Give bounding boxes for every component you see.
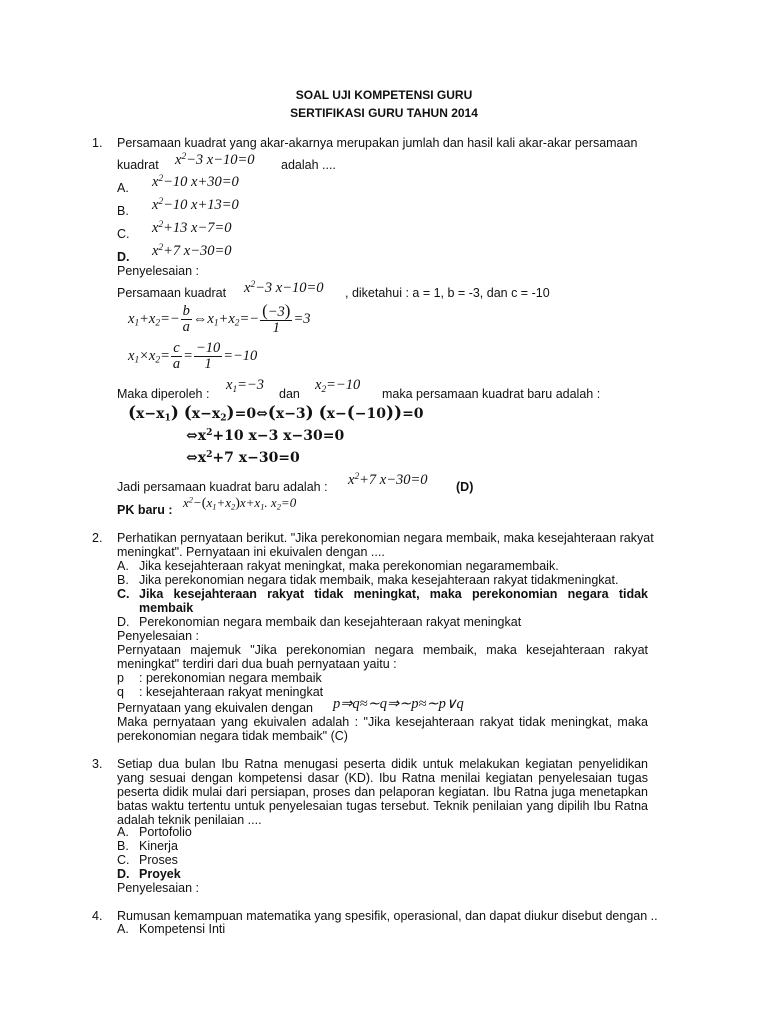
solution-1-text-prefix: Persamaan kuadrat [117, 286, 227, 300]
question-1-number: 1. [92, 136, 103, 150]
question-1-text-prefix: kuadrat [117, 158, 159, 172]
proposition-p-text: : perekonomian negara membaik [139, 671, 322, 685]
solution-3-heading: Penyelesaian : [117, 881, 200, 895]
solution-2-ekuivalen-text: Pernyataan yang ekuivalen dengan [117, 701, 313, 715]
question-1-text-suffix: adalah .... [281, 158, 336, 172]
new-root-1: $x_1=-3$ [226, 377, 264, 395]
derivation-line-2: $\Leftrightarrow x^2+10$ x−3 x−30=0 [186, 427, 345, 444]
option-2a-text: Jika kesejahteraan rakyat meningkat, maka perekonomian negaramembaik. [139, 559, 559, 573]
pk-baru-label: PK baru : [117, 503, 173, 517]
answer-1: (D) [456, 480, 474, 494]
document-title: SOAL UJI KOMPETENSI GURU [295, 88, 473, 102]
option-3a-text: Portofolio [139, 825, 192, 839]
derivation-line-1: $(x-x_1)$ $(x-x_2)=0\Leftrightarrow(x-3)$ (x−(−10))=0 [128, 403, 424, 424]
option-2b-label: B. [117, 573, 129, 587]
proposition-q-text: : kesejahteraan rakyat meningkat [139, 685, 324, 699]
option-1d-label: D. [117, 250, 130, 264]
solution-1-jadi-text: Jadi persamaan kuadrat baru adalah : [117, 480, 328, 494]
solution-1-dan-text: dan [279, 387, 300, 401]
option-1d-equation: $x^2+7$ x−30=0 [152, 242, 232, 259]
question-1-text: Persamaan kuadrat yang akar-akarnya merupakan jumlah dan hasil kali akar-akar persamaan [117, 136, 638, 150]
solution-2-conclusion: Maka pernyataan yang ekuivalen adalah : "Jika kesejahteraan rakyat tidak meningkat, maka perekonomian negara tidak membaik" (C) [117, 715, 648, 743]
option-4a-label: A. [117, 922, 129, 936]
sum-of-roots-formula: $x_1+x_2=-$ $\frac{b}{a}$ $\Leftrightarrow x_1+x_2=-$ $\frac{(-3)}{1}$ =3 [128, 301, 311, 336]
equation-given: $x^2-3$ x−10=0 [175, 151, 255, 168]
option-2d-label: D. [117, 615, 130, 629]
option-2c-label: C. [117, 587, 130, 601]
solution-1-heading: Penyelesaian : [117, 264, 200, 278]
option-3d-text: Proyek [139, 867, 181, 881]
option-3d-label: D. [117, 867, 130, 881]
logic-equivalence-formula: p⇒q≈∼q⇒∼p≈∼p∨q [333, 696, 464, 712]
option-1c-label: C. [117, 227, 130, 241]
solution-1-text-suffix: , diketahui : a = 1, b = -3, dan c = -10 [345, 286, 550, 300]
final-equation: $x^2+7$ x−30=0 [348, 471, 428, 488]
product-of-roots-formula: $x_1\times x_2=$ $\frac{c}{a}$ = $\frac{-10}{1}$ =−10 [128, 340, 258, 372]
pk-baru-formula: $x^2-(x_1+x_2)x+x_1$. $x_2=0$ [183, 494, 297, 512]
question-3-text: Setiap dua bulan Ibu Ratna menugasi peserta didik untuk melakukan kegiatan penyelidikan yang sesuai dengan kompetensi dasar (KD). Ibu Ratna menilai kegiatan penyelesaian tugas peserta didik mulai dari persiapan, proses dan pelaporan kegiatan. Ibu Ratna juga menetapkan batas waktu tertentu untuk penyelesaian tugas tersebut. Teknik penilaian yang dipilih Ibu Ratna adalah teknik penilaian .... [117, 757, 648, 827]
option-2d-text: Perekonomian negara membaik dan kesejahteraan rakyat meningkat [139, 615, 522, 629]
option-1b-equation: $x^2-10$ x+13=0 [152, 196, 239, 213]
solution-2-text: Pernyataan majemuk "Jika perekonomian negara membaik, maka kesejahteraan rakyat meningkat" terdiri dari dua buah pernyataan yaitu : [117, 643, 648, 671]
option-3a-label: A. [117, 825, 129, 839]
document-subtitle: SERTIFIKASI GURU TAHUN 2014 [290, 106, 478, 120]
option-2c-text: Jika kesejahteraan rakyat tidak meningkat, maka perekonomian negara tidak membaik [139, 587, 648, 615]
proposition-q-label: q [117, 685, 124, 699]
option-1a-label: A. [117, 181, 129, 195]
option-4a-text: Kompetensi Inti [139, 922, 226, 936]
option-2a-label: A. [117, 559, 129, 573]
option-1b-label: B. [117, 204, 129, 218]
question-3-number: 3. [92, 757, 103, 771]
derivation-line-3: $\Leftrightarrow x^2+7$ x−30=0 [186, 449, 300, 466]
proposition-p-label: p [117, 671, 124, 685]
question-2-number: 2. [92, 531, 103, 545]
question-2-text-line2: meningkat". Pernyataan ini ekuivalen dengan .... [117, 545, 385, 559]
new-root-2: $x_2=-10$ [315, 377, 361, 395]
option-3b-label: B. [117, 839, 129, 853]
question-2-text: Perhatikan pernyataan berikut. "Jika perekonomian negara membaik, maka kesejahteraan rakyat [117, 531, 654, 545]
option-3b-text: Kinerja [139, 839, 178, 853]
solution-2-heading: Penyelesaian : [117, 629, 200, 643]
solution-1-maka-suffix: maka persamaan kuadrat baru adalah : [382, 387, 601, 401]
solution-1-maka-text: Maka diperoleh : [117, 387, 210, 401]
option-2b-text: Jika perekonomian negara tidak membaik, maka kesejahteraan rakyat tidakmeningkat. [139, 573, 619, 587]
question-4-text: Rumusan kemampuan matematika yang spesifik, operasional, dan dapat diukur disebut dengan .. [117, 909, 658, 923]
option-3c-label: C. [117, 853, 130, 867]
option-1c-equation: $x^2+13$ x−7=0 [152, 219, 232, 236]
option-1a-equation: $x^2-10$ x+30=0 [152, 173, 239, 190]
solution-1-equation: $x^2-3$ x−10=0 [244, 279, 324, 296]
option-3c-text: Proses [139, 853, 178, 867]
question-4-number: 4. [92, 909, 103, 923]
